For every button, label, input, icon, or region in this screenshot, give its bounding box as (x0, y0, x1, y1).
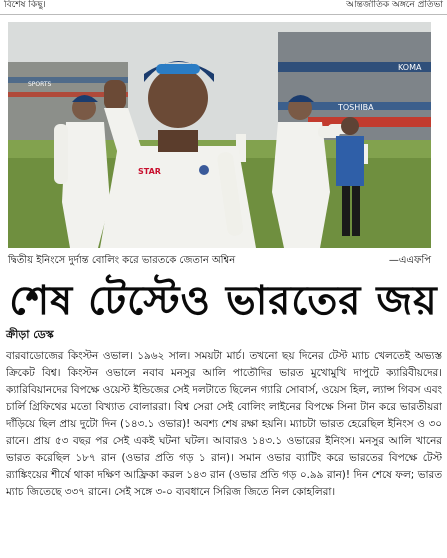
adjacent-column-heading: আন্তর্জাতিক অঙ্গনে প্রতিভা (346, 0, 443, 10)
cricket-celebration-photo (8, 22, 431, 248)
stand-banner-3: SPORTS (28, 81, 52, 88)
page-top-strip (0, 0, 447, 15)
photo-caption-row (8, 252, 431, 270)
previous-column-tail: বিশেষ কিছু। (4, 0, 46, 10)
stand-banner-1: TOSHIBA (338, 103, 374, 112)
stand-banner-2: KOMA (398, 63, 422, 72)
photo-credit: —এএফপি (388, 255, 431, 266)
news-photo (8, 22, 431, 248)
jersey-logo: STAR (138, 167, 161, 176)
article-headline: শেষ টেস্টেও ভারতের জয় (9, 278, 438, 324)
article-body: বারবাডোজের কিংস্টন ওভাল। ১৯৬২ সাল। সময়টা মার্চ। তখনো ছয় দিনের টেস্ট ম্যাচ খেলতেই অভ্যস্ত ক্রিকেট বিশ্ব। কিংস্টন ওভালে নবাব মনসুর আলি পাতৌদির ভারত মুখোমুখি দাপুটে ক্যারিবীয়দের। ক্যারিবিয়ানদের বিপক্ষে ওয়েস্ট ইন্ডিজের সেই দলটাতে ছিলেন গ্যারি সোবার্স, ওয়েস হিল, ল্যান্স গিবস এবং চার্লি গ্রিফিথের মতো বিখ্যাত বোলাররা। বিশ্ব সেরা সেই বোলিং লাইনের বিপক্ষে সিনা টান করে ভারতীয়রা দাঁড়িয়ে ছিল প্রায় দুটো দিন (১৪৩.১ ওভার)! অবশ্য শেষ রক্ষা হয়নি। ম্যাচটা ভারত হেরেছিল ইনিংস ও ৩০ রানে। প্রায় ৫৩ বছর পর সেই একই ঘটনা ঘটল। আবারও ১৪৩.১ ওভারের ইনিংস। মনসুর আলি খানের ভারত করেছিল ১৮৭ রান (ওভার প্রতি গড় ১ রান)। সমান ওভার ব্যাটিং করে ভারতের বিপক্ষে টেস্ট র‍্যাঙ্কিংয়ের শীর্ষে থাকা দক্ষিণ আফ্রিকা করল ১৪৩ রান (ওভার প্রতি গড় ০.৯৯ রান)! দিন শেষে ফল; ভারত ম্যাচ জিতেছে ৩৩৭ রানে। সেই সঙ্গে ৩-০ ব্যবধানে সিরিজ জিতে নিল কোহলিরা। (6, 350, 442, 498)
photo-caption: দ্বিতীয় ইনিংসে দুর্দান্ত বোলিং করে ভারতকে জেতান অশ্বিন (8, 255, 236, 266)
article-desk: ক্রীড়া ডেস্ক (6, 328, 54, 341)
